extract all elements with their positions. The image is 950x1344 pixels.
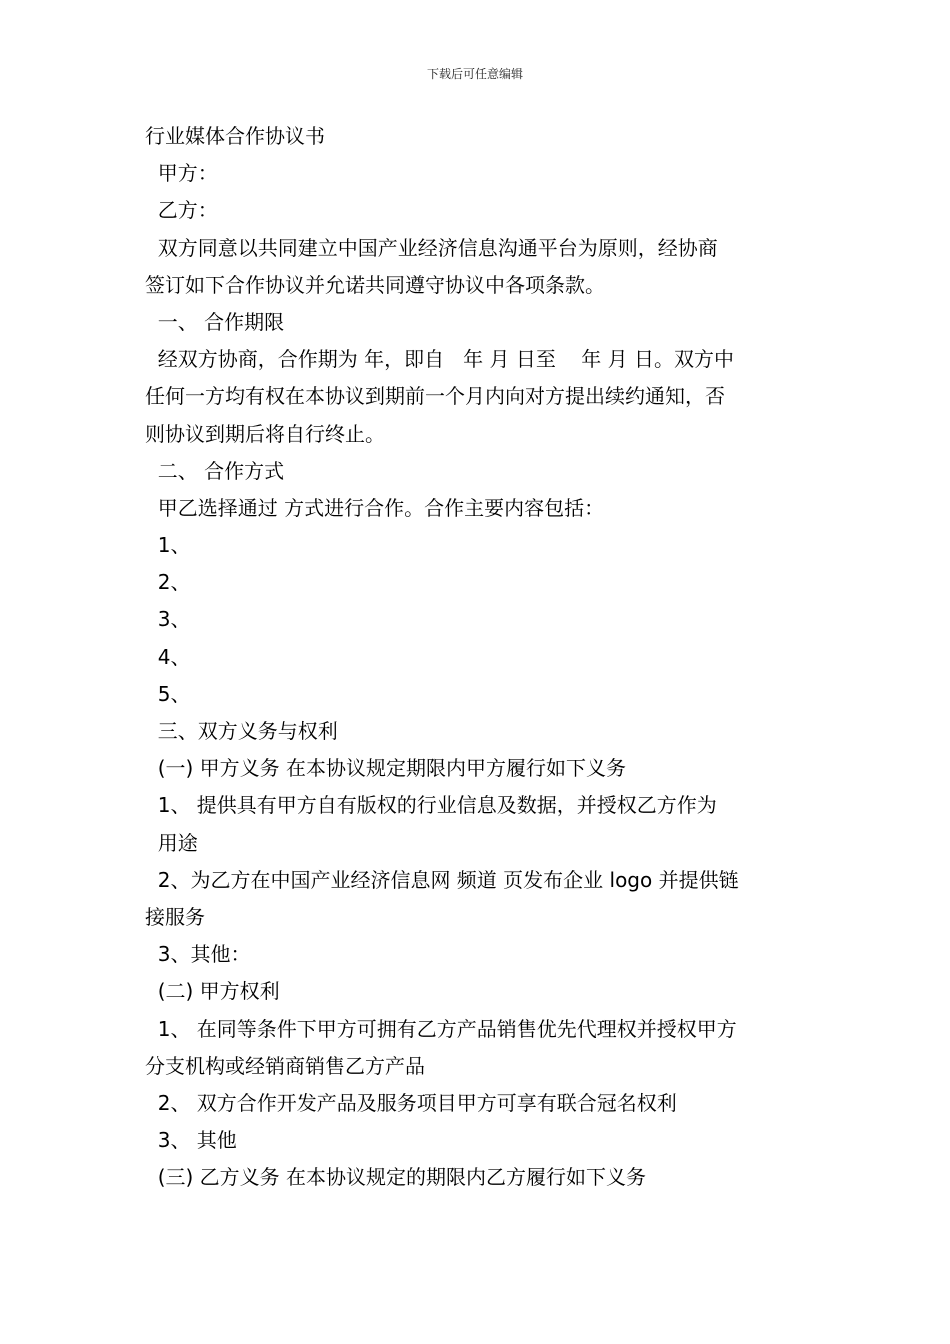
section-heading-method: 二、 合作方式 [145, 458, 285, 483]
clause-line: 1、 提供具有甲方自有版权的行业信息及数据，并授权乙方作为 [145, 793, 717, 818]
term-paragraph-line: 任何一方均有权在本协议到期前一个月内向对方提出续约通知，否 [145, 384, 725, 409]
preamble-line: 双方同意以共同建立中国产业经济信息沟通平台为原则，经协商 [145, 235, 718, 260]
subsection-heading: (一) 甲方义务 在本协议规定期限内甲方履行如下义务 [145, 756, 627, 781]
list-item: 3、 [145, 607, 191, 632]
clause-line: 分支机构或经销商销售乙方产品 [145, 1053, 425, 1078]
clause-line: 用途 [145, 830, 198, 855]
document-body [145, 118, 810, 1196]
clause-line: 3、其他： [145, 942, 251, 967]
section-heading-obligations: 三、双方义务与权利 [145, 719, 338, 743]
clause-line: 接服务 [145, 904, 205, 929]
clause-line: 2、为乙方在中国产业经济信息网 频道 页发布企业 logo 并提供链 [145, 867, 739, 892]
list-item: 1、 [145, 533, 191, 558]
term-paragraph-line: 经双方协商，合作期为 年，即自 年 月 日至 年 月 日。双方中 [145, 347, 735, 372]
party-b-line: 乙方： [145, 198, 218, 223]
subsection-heading: (三) 乙方义务 在本协议规定的期限内乙方履行如下义务 [145, 1165, 647, 1190]
list-item: 2、 [145, 570, 191, 595]
subsection-heading: (二) 甲方权利 [145, 979, 280, 1004]
party-a-line: 甲方： [145, 161, 218, 186]
list-item: 5、 [145, 681, 191, 706]
clause-line: 2、 双方合作开发产品及服务项目甲方可享有联合冠名权利 [145, 1090, 677, 1115]
list-item: 4、 [145, 644, 191, 669]
clause-line: 1、 在同等条件下甲方可拥有乙方产品销售优先代理权并授权甲方 [145, 1016, 737, 1041]
method-paragraph-line: 甲乙选择通过 方式进行合作。合作主要内容包括： [145, 495, 605, 520]
term-paragraph-line: 则协议到期后将自行终止。 [145, 421, 385, 446]
section-heading-term: 一、 合作期限 [145, 309, 285, 334]
page-header-note: 下载后可任意编辑 [426, 67, 523, 81]
preamble-line: 签订如下合作协议并允诺共同遵守协议中各项条款。 [145, 272, 605, 297]
clause-line: 3、 其他 [145, 1128, 237, 1153]
document-title: 行业媒体合作协议书 [145, 124, 325, 148]
